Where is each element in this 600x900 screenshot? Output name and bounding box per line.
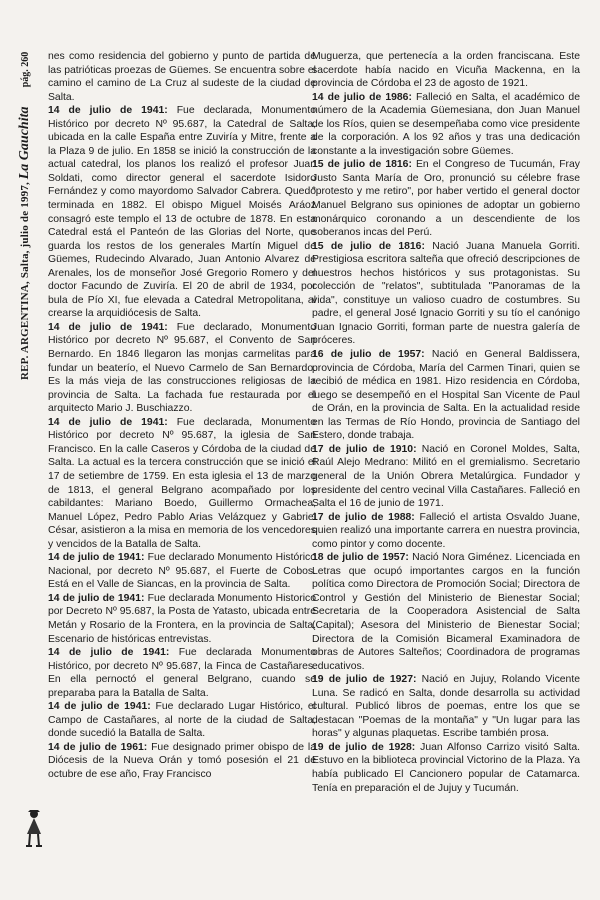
entry-date: 14 de julio de 1986: [312, 91, 412, 103]
entry [312, 511, 580, 552]
entry-text: Falleció el artista Osvaldo Juane, quien realizó una importante carrera en nuestra provincia, como pintor y como docente. [312, 511, 580, 550]
sidebar-location: REP. ARGENTINA, Salta, julio de 1997, [19, 182, 31, 380]
entry-text: Nació en Jujuy, Rolando Vicente Luna. Se radicó en Salta, donde desarrolla su actividad cultural. Publicó libros de poemas, entre los que se destacan "Poemas de la montaña" y "Un lugar para las horas" y algunas plaquetas. Escribe también prosa. [312, 674, 580, 740]
entry-date: 18 de julio de 1957: [312, 552, 409, 564]
entry-text: Fue designado primer obispo de la Diócesis de la Nueva Orán y tomó posesión el 21 de octubre de ese año, Fray Francisco [48, 741, 316, 780]
entry-text: Fue declarado Monumento Histórico Nacional, por decreto Nº 95.687, el Fuerte de Cobos. Está en el Valle de Siancas, en la provincia de Salta. [48, 552, 316, 591]
entry-text: Falleció en Salta, el académico de número de la Academia Güemesiana, don Juan Manuel de los Ríos, quien se desempeñaba como vice presidente de la corporación. A los 92 años y tras una dedicación constante a la investigación sobre Güemes. [312, 91, 580, 157]
entry-text: Juan Alfonso Carrizo visitó Salta. Estuvo en la biblioteca provincial Victorino de la Plaza. Ya había publicado El Cancionero popular de Catamarca. Tenía en preparación el de Jujuy y Tucumán. [312, 741, 581, 794]
entry-date: 14 de julio de 1961: [48, 741, 148, 753]
sidebar-text [14, 40, 36, 380]
entry-date: 17 de julio de 1988: [312, 511, 415, 523]
entry-date: 14 de julio de 1941: [48, 701, 151, 713]
entry-date: 14 de julio de 1941: [48, 592, 145, 604]
entry [48, 646, 316, 700]
entry-text: Fue declarada Monumento Histórico, por decreto Nº 95.687, la Finca de Castañares. En ella pernoctó el general Belgrano, cuando se preparaba para la Batalla de Salta. [48, 647, 316, 699]
sidebar-publication: La Gauchita [17, 106, 32, 180]
entry [312, 741, 580, 795]
entry-date: 19 de julio de 1928: [312, 741, 416, 753]
entry [312, 348, 580, 443]
entry-date: 15 de julio de 1816: [312, 240, 425, 252]
entry-text: Nació en General Baldissera, provincia de Córdoba, María del Carmen Tinari, quien se recibió de médica en 1981. Hizo residencia en Córdoba, luego se desempeñó en el Hospital San Vicente de Paul de Orán, en la provincia de Salta. En la actualidad reside en las Termas de Río Hondo, provincia de Santiago del Estero, donde trabaja. [312, 349, 580, 442]
entry-date: 15 de julio de 1816: [312, 159, 412, 171]
entry-text: Fue declarada Monumento Historico por Decreto Nº 95.687, la Posta de Yatasto, ubicada entre Metán y Rosario de la Frontera, en la provincia de Salta. Escenario de históricas entrevistas. [48, 592, 316, 645]
entry-text: Nació Nora Giménez. Licenciada en Letras que ocupó importantes cargos en la función política como Directora de Promoción Social; Directora de Control y Gestión del Ministerio de Bienestar Social; Secretaria de la Cooperadora Asistencial de Salta (Capital); Asesora del Ministerio de Bienestar Social; Directora de la Comisión Bicameral Examinadora de obras de Autores Salteños; Coordinadora de programas educativos. [312, 552, 580, 672]
entry [312, 91, 580, 159]
entry [312, 158, 580, 239]
entry-date: 16 de julio de 1957: [312, 349, 425, 361]
entry [48, 741, 316, 782]
left-column [48, 50, 316, 782]
entry [312, 673, 580, 741]
gaucho-figure-icon [22, 808, 46, 850]
entry-date: 14 de julio de 1941: [48, 552, 145, 564]
sidebar-page-label: pág. 260 [20, 51, 31, 88]
entry [48, 321, 316, 416]
entry-date: 17 de julio de 1910: [312, 443, 417, 455]
entry-text: Nació Juana Manuela Gorriti. Prestigiosa escritora salteña que ofreció descripciones de nuestros hechos históricos y sus protagonistas. Su colección de "relatos", subtitulada "Panoramas de la vida", constituye un valioso cuadro de costumbres. Su padre, el general José Ignacio Gorriti y su tío el canónigo Juan Ignacio Gorriti, forman parte de nuestra galería de próceres. [312, 240, 580, 347]
entry-date: 14 de julio de 1941: [48, 416, 168, 428]
entry-text: nes como residencia del gobierno y punto de partida de las patrióticas proezas de Güemes. Se encuentra sobre el camino el camino de La Cruz al sudeste de la ciudad de Salta. [48, 51, 316, 103]
right-column [312, 50, 580, 795]
entry-date: 14 de julio de 1941: [48, 105, 168, 117]
entry [312, 50, 580, 91]
entry-text: Muguerza, que pertenecía a la orden franciscana. Este sacerdote había nacido en Vicuña Mackenna, en la provincia de Córdoba el 23 de agosto de 1921. [312, 51, 580, 90]
entry-text: En el Congreso de Tucumán, Fray Justo Santa María de Oro, pronunció su célebre frase "protesto y me retiro", por haber vertido el general doctor Manuel Belgrano sus opiniones de adoptar un gobierno monárquico coronando a un descendiente de los soberanos incas del Perú. [312, 159, 580, 239]
entry [48, 50, 316, 104]
entry [48, 104, 316, 321]
entry-text: Fue declarada, Monumento Histórico por decreto Nº 95.687, la iglesia de San Francisco. En la calle Caseros y Córdoba de la ciudad de Salta. La actual es la tercera construcción que se inició el 17 de setiembre de 1759. En esta iglesia el 13 de marzo de 1813, el general Belgrano acompañado por los cabildantes: Mariano Boedo, Guillermo Ormachea, Manuel López, Pedro Pablo Arias Velázquez y Gabriel César, asistieron a la misa en memoria de los vencedores y vencidos de la Batalla de Salta. [48, 416, 316, 550]
entry [48, 592, 316, 646]
entry [312, 551, 580, 673]
entry-date: 19 de julio de 1927: [312, 674, 417, 686]
vertical-sidebar [14, 40, 44, 380]
entry [48, 551, 316, 592]
entry [48, 700, 316, 741]
entry-text: Fue declarado, Monumento Histórico por decreto Nº 95.687, el Convento de San Bernardo. En 1846 llegaron las monjas carmelitas para fundar un beaterío, el Nuevo Carmelo de San Bernardo. Es la más vieja de las construcciones religiosas de la provincia de Salta. La fachada fue restaurada por el arquitecto Mario J. Buschiazzo. [48, 321, 316, 415]
entry [312, 240, 580, 348]
entry-text: Fue declarada, Monumento Histórico por decreto Nº 95.687, la Catedral de Salta, ubicada en la calle España entre Zuviría y Mitre, frente a la Plaza 9 de julio. En 1858 se inició la construcción de la actual catedral, los planos los realizó el profesor Juan Soldati, como director general el sacerdote Isidoro Fernández y como mayordomo Salvador Cabrera. Quedó terminada en 1882. El obispo Miguel Moisés Aráoz consagró este templo el 13 de octubre de 1878. En esta Catedral está el Panteón de las Glorias del Norte, que guarda los restos de los generales Martín Miguel de Güemes, Rudecindo Alvarado, Juan Antonio Alvarez de Arenales, los de monseñor José Gregorio Romero y del doctor Facundo de Zuviría. El 20 de abril de 1934, por bula de Pío XI, fue elevada a Catedral Metropolitana, al crearse la arquidiócesis de Salta. [48, 105, 316, 320]
entry [312, 443, 580, 511]
entry-text: Nació en Coronel Moldes, Salta, Raúl Alejo Medrano: Militó en el gremialismo. Secretario general de la Unión Obrera Metalúrgica. Fundador y presidente del centro vecinal Villa Castañares. Falleció en Salta el 16 de junio de 1971. [312, 443, 580, 510]
entry-date: 14 de julio de 1941: [48, 647, 170, 659]
entry [48, 416, 316, 551]
entry-date: 14 de julio de 1941: [48, 321, 168, 333]
entry-text: Fue declarado Lugar Histórico, el Campo de Castañares, al norte de la ciudad de Salta, donde sucedió la Batalla de Salta. [48, 701, 316, 740]
